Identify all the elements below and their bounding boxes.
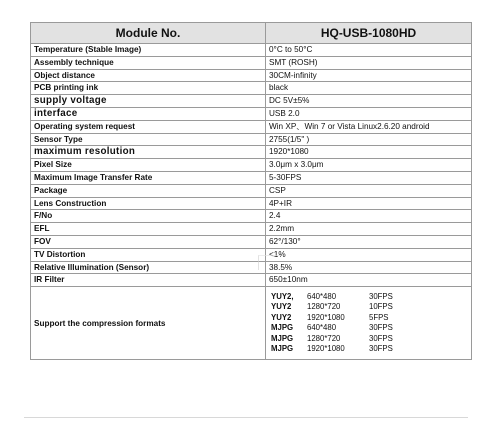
format-item <box>271 334 468 344</box>
format-item <box>271 313 468 323</box>
param-label: Maximum Image Transfer Rate <box>31 171 266 184</box>
param-value: 30CM-infinity <box>266 69 472 82</box>
param-label: Operating system request <box>31 120 266 133</box>
header-module-no: Module No. <box>31 23 266 44</box>
format-resolution: 1280*720 <box>307 333 341 343</box>
param-value: USB 2.0 <box>266 107 472 120</box>
spec-row <box>31 171 472 184</box>
param-label: Temperature (Stable Image) <box>31 44 266 57</box>
param-label: Assembly technique <box>31 56 266 69</box>
spec-row <box>31 133 472 146</box>
spec-row <box>31 56 472 69</box>
param-label: PCB printing ink <box>31 82 266 95</box>
param-value: 2755(1/5" ) <box>266 133 472 146</box>
format-codec: MJPG <box>271 333 294 343</box>
format-fps: 5FPS <box>369 312 389 322</box>
format-fps: 30FPS <box>369 343 393 353</box>
format-fps: 10FPS <box>369 302 393 312</box>
format-item <box>271 292 468 302</box>
param-value: 2.2mm <box>266 223 472 236</box>
formats-cell <box>266 287 472 360</box>
spec-row <box>31 95 472 108</box>
header-row <box>31 23 472 44</box>
param-value: 38.5% <box>266 261 472 274</box>
spec-row <box>31 210 472 223</box>
param-value: Win XP、Win 7 or Vista Linux2.6.20 android <box>266 120 472 133</box>
param-label: FOV <box>31 235 266 248</box>
scan-artifact <box>258 255 281 270</box>
param-label: Pixel Size <box>31 159 266 172</box>
page-divider <box>24 417 468 418</box>
spec-row <box>31 107 472 120</box>
format-codec: YUY2 <box>271 302 292 312</box>
param-value: black <box>266 82 472 95</box>
param-label: EFL <box>31 223 266 236</box>
param-label: maximum resolution <box>31 146 266 159</box>
param-value: 0°C to 50°C <box>266 44 472 57</box>
format-item <box>271 323 468 333</box>
param-value: <1% <box>266 248 472 261</box>
spec-row <box>31 261 472 274</box>
param-value: 2.4 <box>266 210 472 223</box>
formats-row <box>31 287 472 360</box>
param-value: 4P+IR <box>266 197 472 210</box>
spec-row <box>31 82 472 95</box>
param-label: interface <box>31 107 266 120</box>
format-fps: 30FPS <box>369 291 393 301</box>
spec-row <box>31 248 472 261</box>
spec-row <box>31 159 472 172</box>
spec-row <box>31 197 472 210</box>
format-resolution: 640*480 <box>307 323 337 333</box>
spec-row <box>31 69 472 82</box>
format-item <box>271 302 468 312</box>
spec-row <box>31 274 472 287</box>
param-value: 1920*1080 <box>266 146 472 159</box>
format-resolution: 1920*1080 <box>307 343 345 353</box>
format-codec: YUY2, <box>271 291 294 301</box>
spec-table <box>30 22 472 360</box>
param-label: Relative Illumination (Sensor) <box>31 261 266 274</box>
param-value: 650±10nm <box>266 274 472 287</box>
format-fps: 30FPS <box>369 323 393 333</box>
format-codec: MJPG <box>271 323 294 333</box>
header-model: HQ-USB-1080HD <box>266 23 472 44</box>
param-label: IR Filter <box>31 274 266 287</box>
format-fps: 30FPS <box>369 333 393 343</box>
param-value: 3.0μm x 3.0μm <box>266 159 472 172</box>
format-resolution: 1280*720 <box>307 302 341 312</box>
param-label: Lens Construction <box>31 197 266 210</box>
spec-row <box>31 184 472 197</box>
param-value: 62°/130° <box>266 235 472 248</box>
param-label: Package <box>31 184 266 197</box>
formats-label: Support the compression formats <box>31 287 266 360</box>
param-label: TV Distortion <box>31 248 266 261</box>
format-codec: MJPG <box>271 343 294 353</box>
spec-row <box>31 223 472 236</box>
param-label: Object distance <box>31 69 266 82</box>
spec-row <box>31 146 472 159</box>
spec-row <box>31 120 472 133</box>
param-value: 5-30FPS <box>266 171 472 184</box>
format-codec: YUY2 <box>271 312 292 322</box>
format-item <box>271 344 468 354</box>
param-value: CSP <box>266 184 472 197</box>
param-label: Sensor Type <box>31 133 266 146</box>
param-value: SMT (ROSH) <box>266 56 472 69</box>
param-label: supply voltage <box>31 95 266 108</box>
spec-row <box>31 235 472 248</box>
param-label: F/No <box>31 210 266 223</box>
spec-row <box>31 44 472 57</box>
param-value: DC 5V±5% <box>266 95 472 108</box>
format-resolution: 640*480 <box>307 291 337 301</box>
formats-list <box>269 292 468 354</box>
format-resolution: 1920*1080 <box>307 312 345 322</box>
